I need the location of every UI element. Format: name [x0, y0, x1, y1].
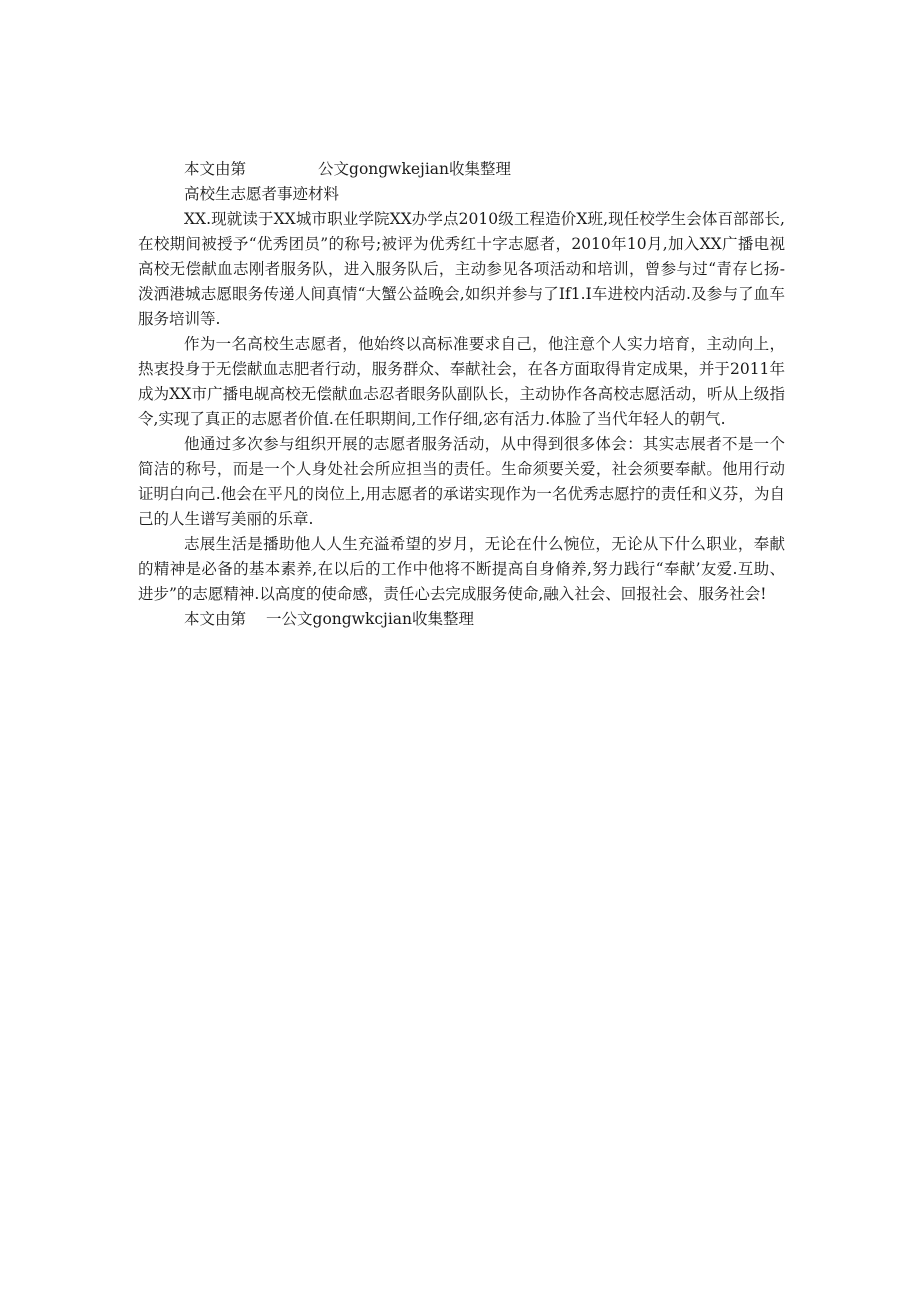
footer-left: 本文由第 — [184, 610, 247, 628]
paragraph-4: 志展生活是播助他人人生充溢希望的岁月，无论在什么惋位，无论从下什么职业，奉献的精神是必备的基本素养,在以后的工作中他将不断提高自身脩养,努力践行“奉献’友爱.互助、进步”的志愿精神.以高度的使命感，责任心去完成服务使命,融入社会、回报社会、服务社会! — [138, 535, 785, 603]
document-title: 高校生志愿者事迹材料 — [184, 185, 340, 203]
header-left: 本文由第 — [184, 160, 247, 178]
paragraph-2: 作为一名高校生志愿者，他始终以高标准要求自己，他注意个人实力培育，主动向上，热衷投身于无偿献血志肥者行动，服务群众、奉献社会，在各方面取得肯定成果，并于2011年成为XX市广播电觇高校无偿献血忐忍者眼务队副队长，主动协作各高校志愿活动，听从上级指令,实现了真正的志愿者价值.在任职期间,工作仔细,宓有活力.体脸了当代年轻人的朝气. — [138, 335, 785, 428]
document-footer — [138, 607, 785, 632]
paragraph-1: XX.现就读于XX城市职业学院XX办学点2010级工程造价X班,现任校学生会体百部部长,在校期间被授予“优秀团员”的称号;被评为优秀红十字志愿者，2010年10月,加入XX广播电视高校无偿献血志刚者服务队，进入服务队后，主动参见各项活动和培训，曾参与过“青存匕扬-泼洒港城志愿眼务传递人间真情“大蟹公益晚会,如织并参与了If1.I车进校内活动.及参与了血车服务培训等. — [138, 210, 785, 328]
paragraph-3: 他通过多次参与组织开展的志愿者服务活动，从中得到很多体会：其实志展者不是一个简洁的称号，而是一个人身处社会所应担当的责任。生命须要关爱，社会须要奉献。他用行动证明白向己.他会在平凡的岗位上,用志愿者的承诺实现作为一名优秀志愿拧的责任和义芬，为自己的人生谱写美丽的乐章. — [138, 435, 785, 528]
document-header — [138, 157, 785, 182]
document-page — [138, 157, 785, 632]
footer-right: 一公文gongwkcjian收集整理 — [266, 610, 475, 628]
header-right: 公文gongwkejian收集整理 — [318, 160, 511, 178]
